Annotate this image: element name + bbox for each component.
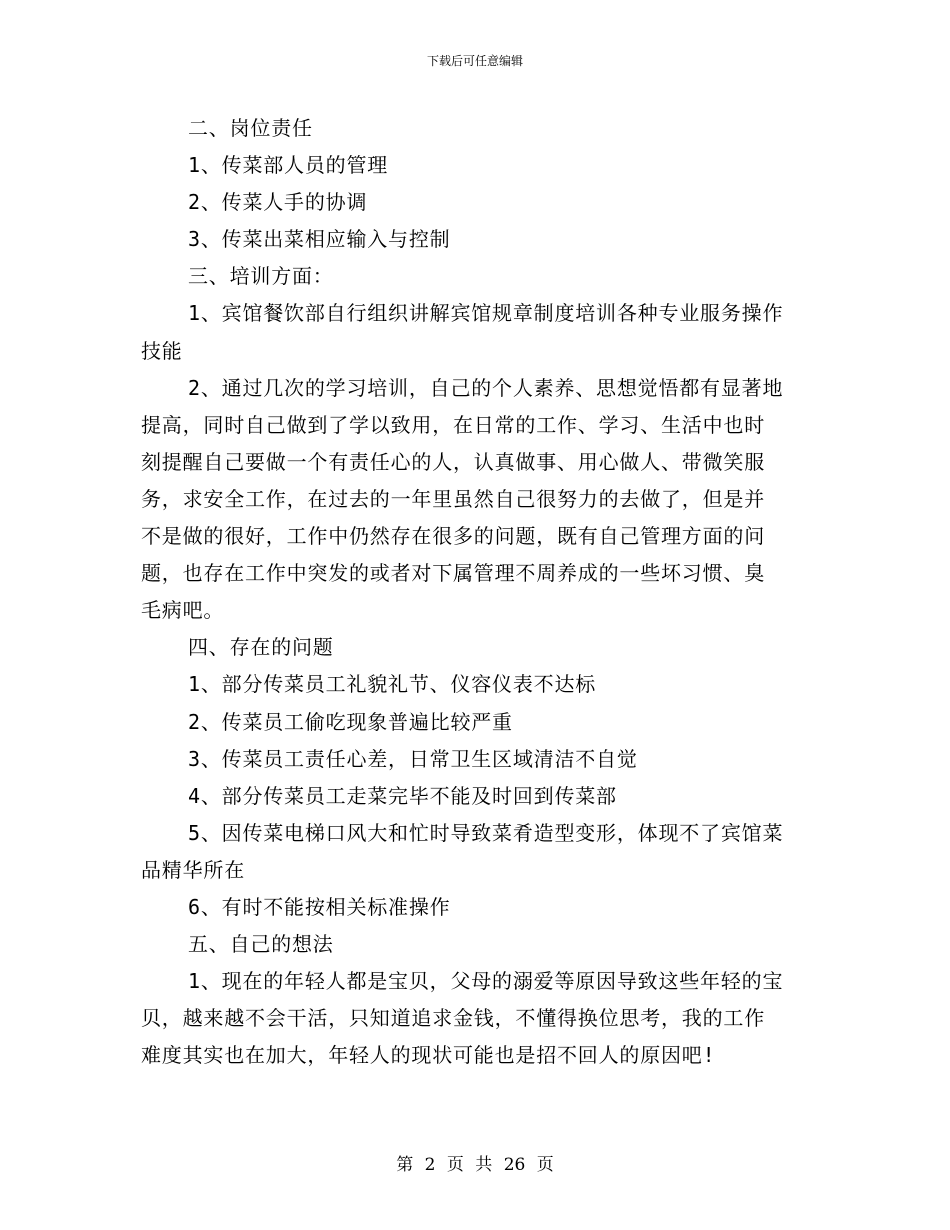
text-line: 不是做的很好，工作中仍然存在很多的问题，既有自己管理方面的问 [141, 524, 765, 549]
paragraph [141, 221, 811, 258]
text-line: 技能 [141, 338, 183, 363]
paragraph [141, 704, 811, 741]
text-line: 五、自己的想法 [188, 932, 334, 957]
text-line: 2、传菜人手的协调 [188, 190, 368, 215]
text-line: 贝，越来越不会干活，只知道追求金钱，不懂得换位思考，我的工作 [141, 1006, 765, 1031]
text-line: 3、传菜员工责任心差，日常卫生区域清洁不自觉 [188, 746, 638, 771]
text-line: 二、岗位责任 [188, 116, 313, 140]
paragraph [141, 110, 811, 147]
text-line: 3、传菜出菜相应输入与控制 [188, 227, 451, 252]
text-line: 提高，同时自己做到了学以致用，在日常的工作、学习、生活中也时 [141, 412, 765, 437]
paragraph [141, 778, 811, 815]
text-line: 1、部分传菜员工礼貌礼节、仪容仪表不达标 [188, 672, 597, 697]
paragraph [141, 926, 811, 963]
text-line: 题，也存在工作中突发的或者对下属管理不周养成的一些坏习惯、臭 [141, 561, 765, 586]
text-line: 1、传菜部人员的管理 [188, 153, 389, 178]
text-line: 品精华所在 [141, 857, 245, 882]
paragraph [141, 815, 811, 889]
text-line: 务，求安全工作，在过去的一年里虽然自己很努力的去做了，但是并 [141, 486, 765, 511]
paragraph [141, 889, 811, 926]
paragraph [141, 666, 811, 703]
text-line: 2、传菜员工偷吃现象普遍比较严重 [188, 709, 513, 734]
paragraph [141, 963, 811, 1074]
paragraph [141, 258, 811, 295]
text-line: 三、培训方面： [188, 264, 334, 289]
paragraph [141, 629, 811, 666]
text-line: 刻提醒自己要做一个有责任心的人，认真做事、用心做人、带微笑服 [141, 449, 765, 474]
text-line: 难度其实也在加大，年轻人的现状可能也是招不回人的原因吧! [141, 1043, 716, 1068]
text-line: 5、因传菜电梯口风大和忙时导致菜肴造型变形，体现不了宾馆菜 [188, 820, 784, 845]
page-header: 下载后可任意编辑 [426, 54, 523, 68]
text-line: 毛病吧。 [141, 598, 225, 623]
text-line: 四、存在的问题 [188, 635, 334, 660]
document-body [141, 110, 811, 1074]
text-line: 1、宾馆餐饮部自行组织讲解宾馆规章制度培训各种专业服务操作 [188, 301, 784, 326]
text-line: 6、有时不能按相关标准操作 [188, 894, 451, 919]
page-number-footer: 第 2 页 共 26 页 [396, 1155, 554, 1175]
text-line: 2、通过几次的学习培训，自己的个人素养、思想觉悟都有显著地 [188, 375, 784, 400]
text-line: 1、现在的年轻人都是宝贝，父母的溺爱等原因导致这些年轻的宝 [188, 969, 784, 994]
paragraph [141, 370, 811, 630]
text-line: 4、部分传菜员工走菜完毕不能及时回到传菜部 [188, 783, 617, 808]
paragraph [141, 147, 811, 184]
paragraph [141, 741, 811, 778]
paragraph [141, 295, 811, 369]
paragraph [141, 184, 811, 221]
